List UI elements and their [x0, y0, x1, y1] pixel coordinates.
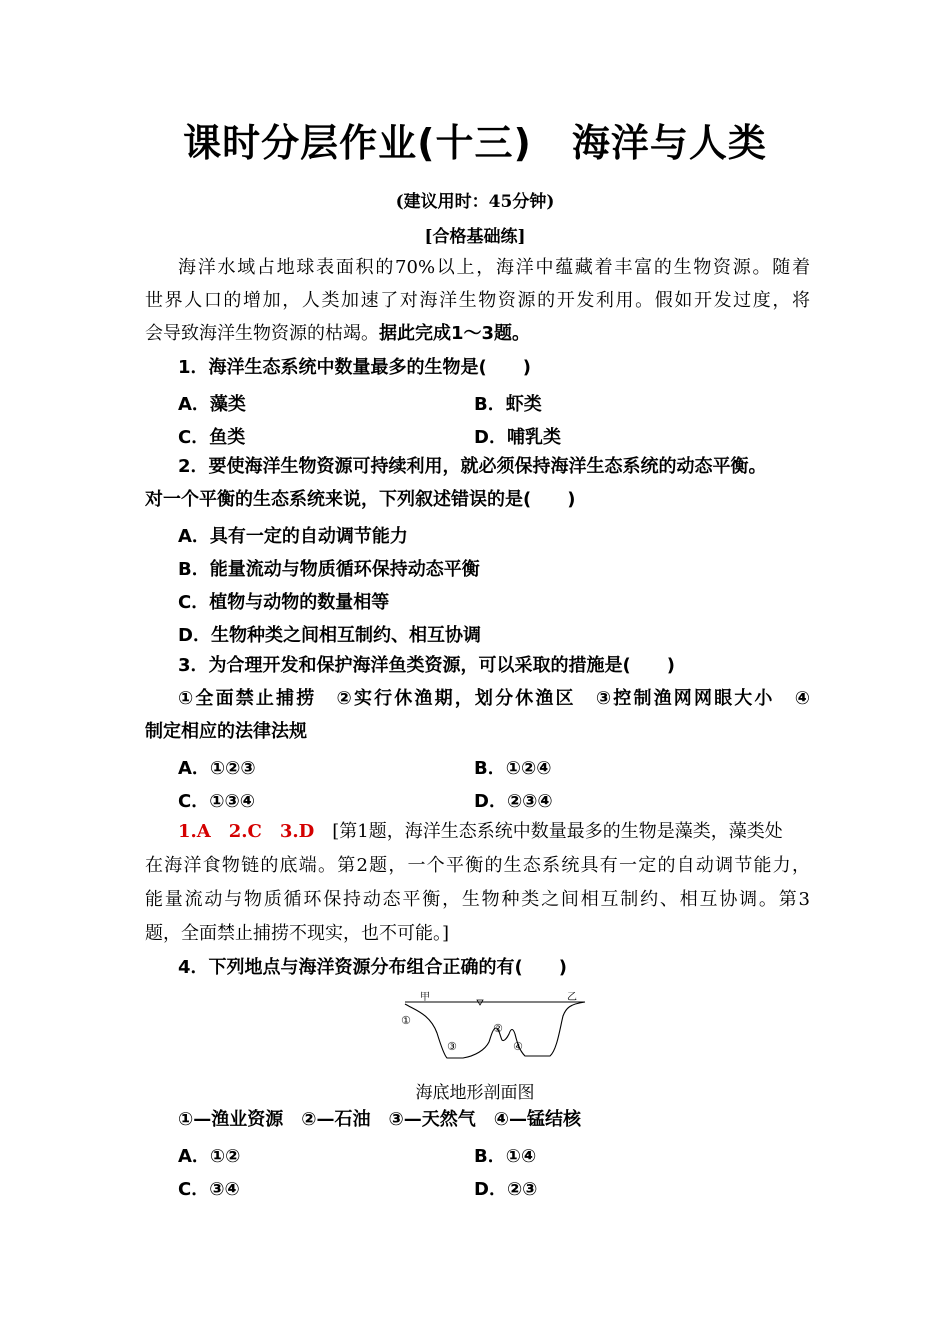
q1-stem: 1．海洋生态系统中数量最多的生物是( )	[178, 357, 531, 378]
marker-1: ①	[401, 1014, 411, 1027]
q3-option-b: B．①②④	[474, 758, 552, 779]
page-title	[0, 112, 950, 167]
time-note: (建议用时：45分钟)	[395, 192, 555, 212]
q2-option-d: D．生物种类之间相互制约、相互协调	[178, 625, 481, 646]
q3-items-1: ①全面禁止捕捞 ②实行休渔期，划分休渔区 ③控制渔网网眼大小 ④	[178, 688, 810, 709]
intro-line-3: 会导致海洋生物资源的枯竭。据此完成1～3题。	[145, 323, 531, 344]
q2-option-c: C．植物与动物的数量相等	[178, 592, 390, 613]
intro-line-1: 海洋水域占地球表面积的70%以上，海洋中蕴藏着丰富的生物资源。随着	[178, 257, 810, 278]
title-main: 课时分层作业(十三)	[183, 121, 532, 165]
q2-stem-2: 对一个平衡的生态系统来说，下列叙述错误的是( )	[145, 489, 576, 510]
q3-option-c: C．①③④	[178, 791, 255, 812]
answer-line-3: 能量流动与物质循环保持动态平衡，生物种类之间相互制约、相互协调。第3	[145, 889, 810, 910]
q4-legend: ①—渔业资源 ②—石油 ③—天然气 ④—锰结核	[178, 1109, 581, 1130]
q3-option-a: A．①②③	[178, 758, 256, 779]
q1-option-c: C．鱼类	[178, 427, 246, 448]
seafloor-profile-diagram	[385, 988, 595, 1068]
q2-option-b: B．能量流动与物质循环保持动态平衡	[178, 559, 480, 580]
q1-option-d: D．哺乳类	[474, 427, 561, 448]
q4-stem: 4．下列地点与海洋资源分布组合正确的有( )	[178, 957, 567, 978]
answer-key: 1.A 2.C 3.D	[178, 821, 315, 842]
q4-option-a: A．①②	[178, 1146, 241, 1167]
q4-option-c: C．③④	[178, 1179, 240, 1200]
q4-option-b: B．①④	[474, 1146, 537, 1167]
answer-line-4: 题，全面禁止捕捞不现实，也不可能。]	[145, 923, 450, 944]
q3-stem: 3．为合理开发和保护海洋鱼类资源，可以采取的措施是( )	[178, 655, 675, 676]
label-jia: 甲	[420, 992, 430, 1003]
q3-items-2: 制定相应的法律法规	[145, 721, 307, 742]
answer-line-1: 1.A 2.C 3.D [第1题，海洋生态系统中数量最多的生物是藻类，藻类处	[178, 821, 783, 842]
answer-line-2: 在海洋食物链的底端。第2题，一个平衡的生态系统具有一定的自动调节能力，	[145, 855, 810, 876]
marker-3: ③	[447, 1040, 457, 1053]
q2-option-a: A．具有一定的自动调节能力	[178, 526, 408, 547]
q3-option-d: D．②③④	[474, 791, 553, 812]
intro-line-2: 世界人口的增加，人类加速了对海洋生物资源的开发利用。假如开发过度，将	[145, 290, 810, 311]
figure-caption: 海底地形剖面图	[415, 1083, 535, 1103]
q4-option-d: D．②③	[474, 1179, 538, 1200]
label-yi: 乙	[567, 992, 577, 1003]
q2-stem-1: 2．要使海洋生物资源可持续利用，就必须保持海洋生态系统的动态平衡。	[178, 456, 767, 477]
marker-2: ②	[493, 1022, 503, 1035]
marker-4: ④	[513, 1040, 523, 1053]
q1-option-b: B．虾类	[474, 394, 542, 415]
title-topic: 海洋与人类	[571, 121, 767, 165]
q1-option-a: A．藻类	[178, 394, 246, 415]
section-heading: [合格基础练]	[424, 227, 526, 247]
